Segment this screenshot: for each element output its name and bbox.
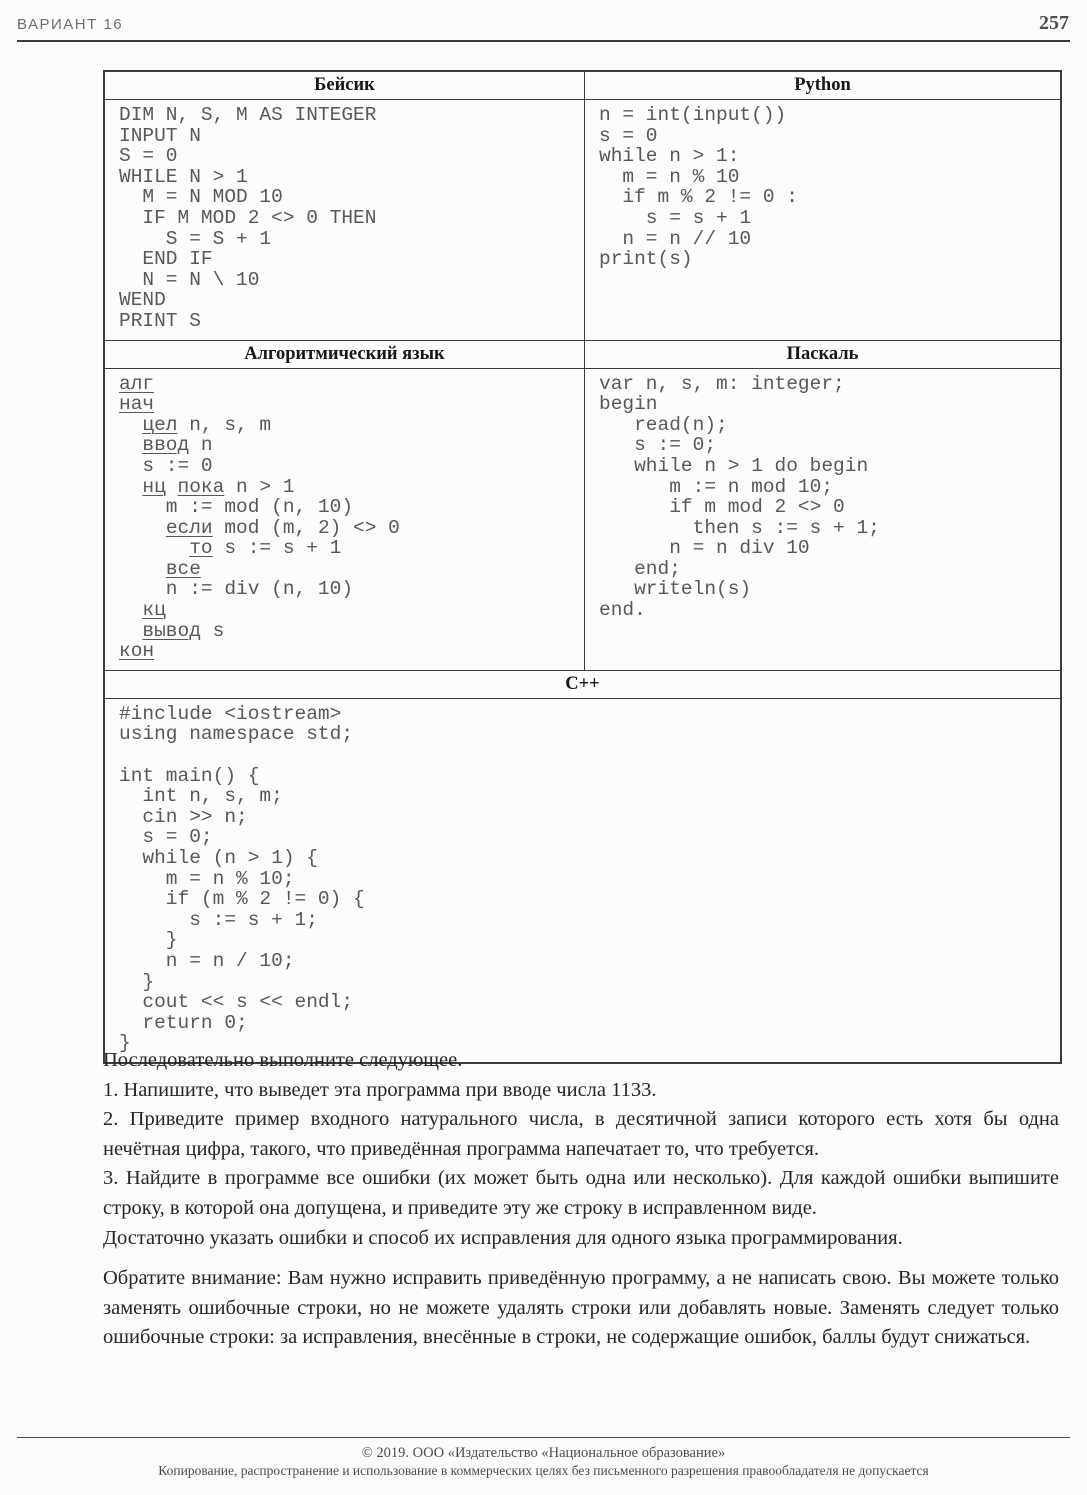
task-item-1: 1. Напишите, что выведет эта программа при вводе числа 1133. bbox=[103, 1078, 657, 1101]
task-note: Достаточно указать ошибки и способ их исправления для одного языка программирования. bbox=[103, 1226, 903, 1249]
table-header-row-2 bbox=[105, 340, 1060, 369]
code-pascal: var n, s, m: integer; begin read(n); s := 0; while n > 1 do begin m := n mod 10; if m mod 2 <> 0 then s := s + 1; n = n div 10 end; writeln(s) end. bbox=[599, 372, 880, 622]
footer-rule bbox=[17, 1437, 1070, 1438]
table-header-python: Python bbox=[794, 75, 851, 95]
code-cpp: #include <iostream> using namespace std; int main() { int n, s, m; cin >> n; s = 0; while (n > 1) { m = n % 10; if (m % 2 != 0) { s := s + 1; } n = n / 10; } cout << s << endl; return 0; } bbox=[119, 702, 365, 1055]
code-algo: алг нач цел n, s, m ввод n s := 0 нц пока n > 1 m := mod (n, 10) если mod (m, 2) <> 0 то s := s + 1 все n := div (n, 10) кц вывод s кон bbox=[105, 369, 585, 670]
page-footer bbox=[0, 1444, 1087, 1479]
table-header-row-1 bbox=[105, 72, 1060, 100]
copyright-line: © 2019. ООО «Издательство «Национальное образование» bbox=[361, 1445, 726, 1461]
code-table bbox=[103, 70, 1062, 1064]
table-header-pascal: Паскаль bbox=[786, 343, 859, 364]
task-item-2: 2. Приведите пример входного натурального числа, в десятичной записи которого есть хотя бы одна нечётная цифра, такого, что приведённая программа напечатает то, что требуется. bbox=[103, 1108, 1059, 1160]
task-intro: Последовательно выполните следующее. bbox=[103, 1049, 463, 1071]
table-header-row-3 bbox=[105, 670, 1060, 699]
variant-label: ВАРИАНТ 16 bbox=[17, 16, 124, 33]
table-header-algo: Алгоритмический язык bbox=[105, 341, 585, 368]
code-row-1 bbox=[105, 100, 1060, 340]
usage-notice: Копирование, распространение и использование в коммерческих целях без письменного разрешения правообладателя не допускается bbox=[158, 1463, 929, 1478]
running-head bbox=[17, 12, 1069, 35]
task-text bbox=[103, 1046, 1059, 1353]
task-item-3: 3. Найдите в программе все ошибки (их может быть одна или несколько). Для каждой ошибки выпишите строку, в которой она допущена, и приведите эту же строку в исправленном виде. bbox=[103, 1167, 1059, 1219]
table-header-basic: Бейсик bbox=[105, 72, 585, 99]
code-python: n = int(input()) s = 0 while n > 1: m = n % 10 if m % 2 != 0 : s = s + 1 n = n // 10 print(s) bbox=[599, 104, 798, 271]
table-header-cpp: C++ bbox=[565, 673, 600, 694]
task-attention: Обратите внимание: Вам нужно исправить приведённую программу, а не написать свою. Вы можете только заменять ошибочные строки, но не можете удалять строки или добавлять новые. Заменять следует только ошибочные строки: за исправления, внесённые в строки, не содержащие ошибок, баллы будут снижаться. bbox=[103, 1267, 1059, 1349]
page-number: 257 bbox=[1039, 12, 1069, 34]
code-basic: DIM N, S, M AS INTEGER INPUT N S = 0 WHILE N > 1 M = N MOD 10 IF M MOD 2 <> 0 THEN S = S + 1 END IF N = N \ 10 WEND PRINT S bbox=[105, 100, 585, 340]
header-rule bbox=[17, 40, 1070, 42]
code-row-2 bbox=[105, 369, 1060, 670]
